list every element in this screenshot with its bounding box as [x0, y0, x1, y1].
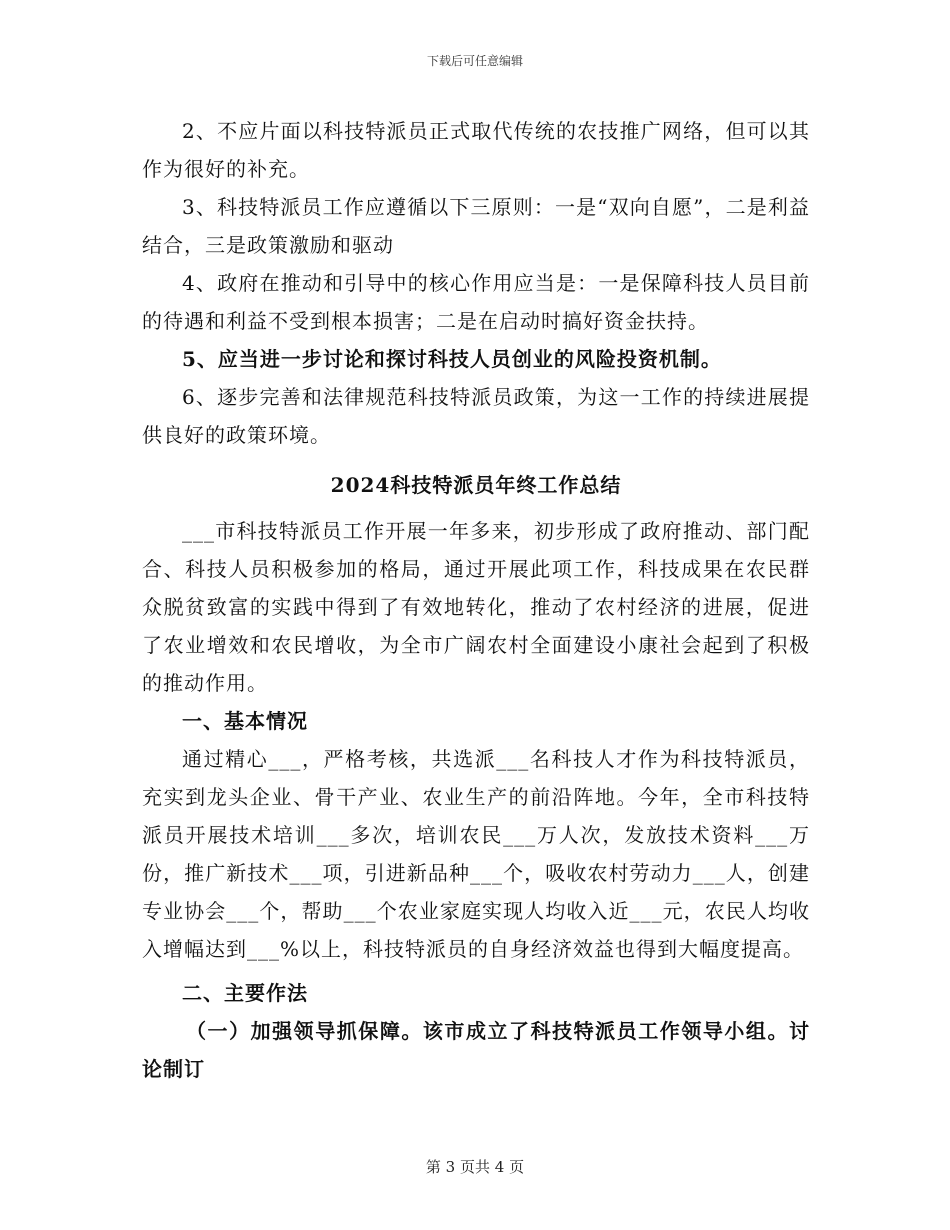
subsection-leadership: （一）加强领导抓保障。该市成立了科技特派员工作领导小组。讨论制订 [142, 1019, 810, 1081]
list-item-6: 6、逐步完善和法律规范科技特派员政策，为这一工作的持续进展提供良好的政策环境。 [142, 385, 810, 447]
section-body-basic: 通过精心___，严格考核，共选派___名科技人才作为科技特派员，充实到龙头企业、骨干产业、农业生产的前沿阵地。今年，全市科技特派员开展技术培训___多次，培训农民___万人次，发放技术资料___万份，推广新技术___项，引进新品种___个，吸收农村劳动力___人，创建专业协会___个，帮助___个农业家庭实现人均收入近___元，农民人均收入增幅达到___%以上，科技特派员的自身经济效益也得到大幅度提高。 [142, 747, 810, 961]
list-item-5: 5、应当进一步讨论和探讨科技人员创业的风险投资机制。 [182, 347, 722, 371]
intro-paragraph: ___市科技特派员工作开展一年多来，初步形成了政府推动、部门配合、科技人员积极参加的格局，通过开展此项工作，科技成果在农民群众脱贫致富的实践中得到了有效地转化，推动了农村经济的进展，促进了农业增效和农民增收，为全市广阔农村全面建设小康社会起到了积极的推动作用。 [142, 519, 810, 695]
list-item-4: 4、政府在推动和引导中的核心作用应当是：一是保障科技人员目前的待遇和利益不受到根本损害；二是在启动时搞好资金扶持。 [142, 271, 810, 333]
page-header: 下载后可任意编辑 [426, 54, 523, 68]
list-item-3: 3、科技特派员工作应遵循以下三原则：一是“双向自愿”，二是利益结合，三是政策激励和驱动 [142, 195, 810, 257]
list-item-2: 2、不应片面以科技特派员正式取代传统的农技推广网络，但可以其作为很好的补充。 [142, 119, 810, 181]
page-footer: 第 3 页共 4 页 [425, 1158, 525, 1176]
section-heading-methods: 二、主要作法 [182, 981, 308, 1005]
document-title: 2024科技特派员年终工作总结 [330, 473, 622, 497]
section-heading-basic: 一、基本情况 [182, 709, 308, 733]
document-body [142, 112, 810, 1088]
